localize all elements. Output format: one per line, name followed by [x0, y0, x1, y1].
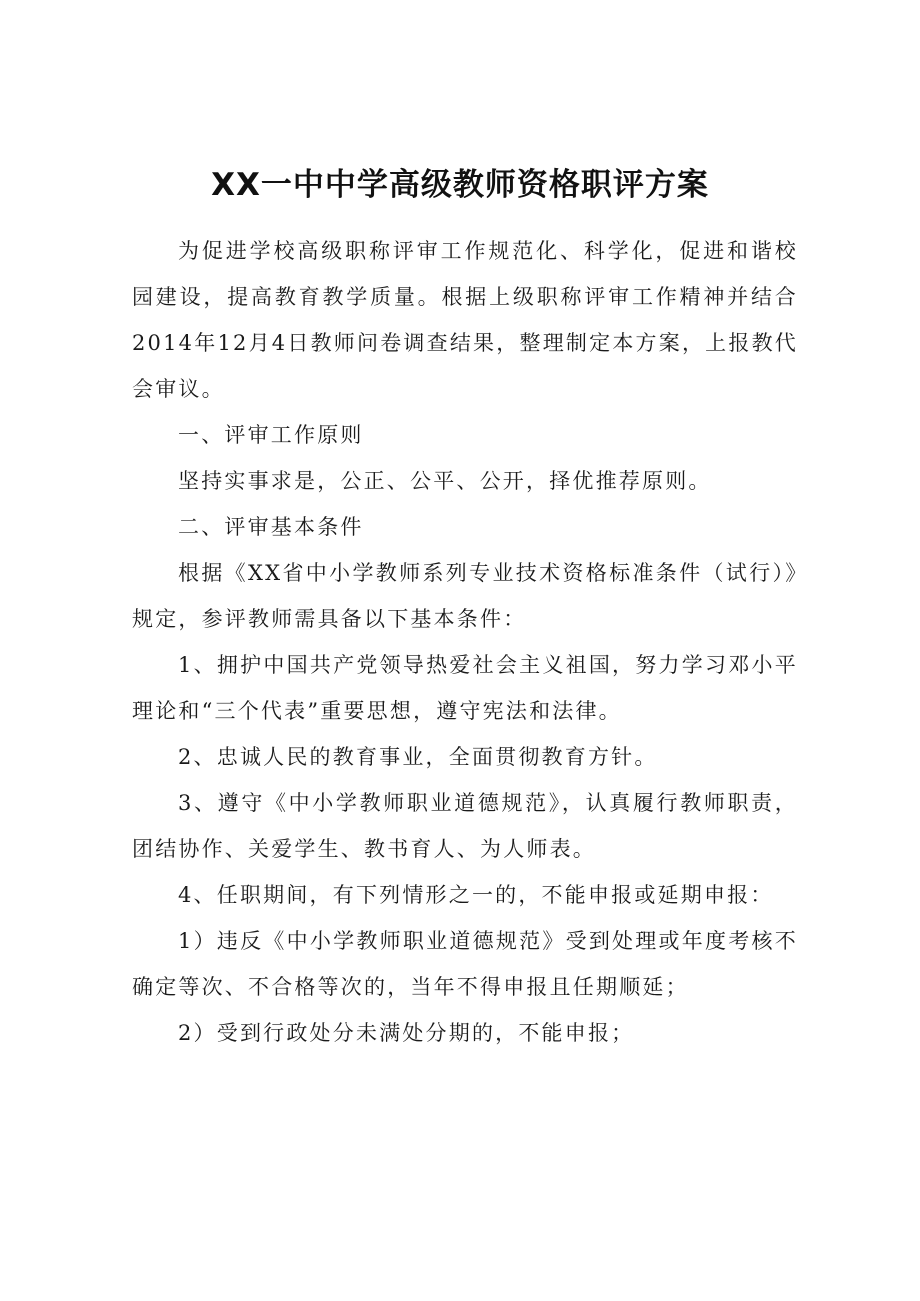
list-item-condition-4: 4、任职期间，有下列情形之一的，不能申报或延期申报：	[178, 883, 774, 907]
page-title: XX一中中学高级教师资格职评方案	[211, 167, 709, 203]
list-item-condition-1: 1、拥护中国共产党领导热爱社会主义祖国，努力学习邓小平理论和“三个代表”重要思想，遵守宪法和法律。	[132, 653, 798, 723]
paragraph-intro: 为促进学校高级职称评审工作规范化、科学化，促进和谐校园建设，提高教育教学质量。根据上级职称评审工作精神并结合2014年12月4日教师问卷调查结果，整理制定本方案，上报教代会审议。	[132, 239, 798, 401]
paragraph-conditions-intro: 根据《XX省中小学教师系列专业技术资格标准条件（试行）》规定，参评教师需具备以下基本条件：	[132, 561, 798, 631]
sub-item-4-2: 2）受到行政处分未满处分期的，不能申报；	[178, 1021, 635, 1045]
section-heading-conditions: 二、评审基本条件	[178, 515, 364, 539]
list-item-condition-2: 2、忠诚人民的教育事业，全面贯彻教育方针。	[178, 745, 658, 769]
sub-item-4-1: 1）违反《中小学教师职业道德规范》受到处理或年度考核不确定等次、不合格等次的，当年不得申报且任期顺延；	[132, 929, 798, 999]
document-body	[132, 228, 798, 1056]
section-heading-principles: 一、评审工作原则	[178, 423, 364, 447]
paragraph-principles: 坚持实事求是，公正、公平、公开，择优推荐原则。	[178, 469, 712, 493]
list-item-condition-3: 3、遵守《中小学教师职业道德规范》，认真履行教师职责，团结协作、关爱学生、教书育人、为人师表。	[132, 791, 798, 861]
